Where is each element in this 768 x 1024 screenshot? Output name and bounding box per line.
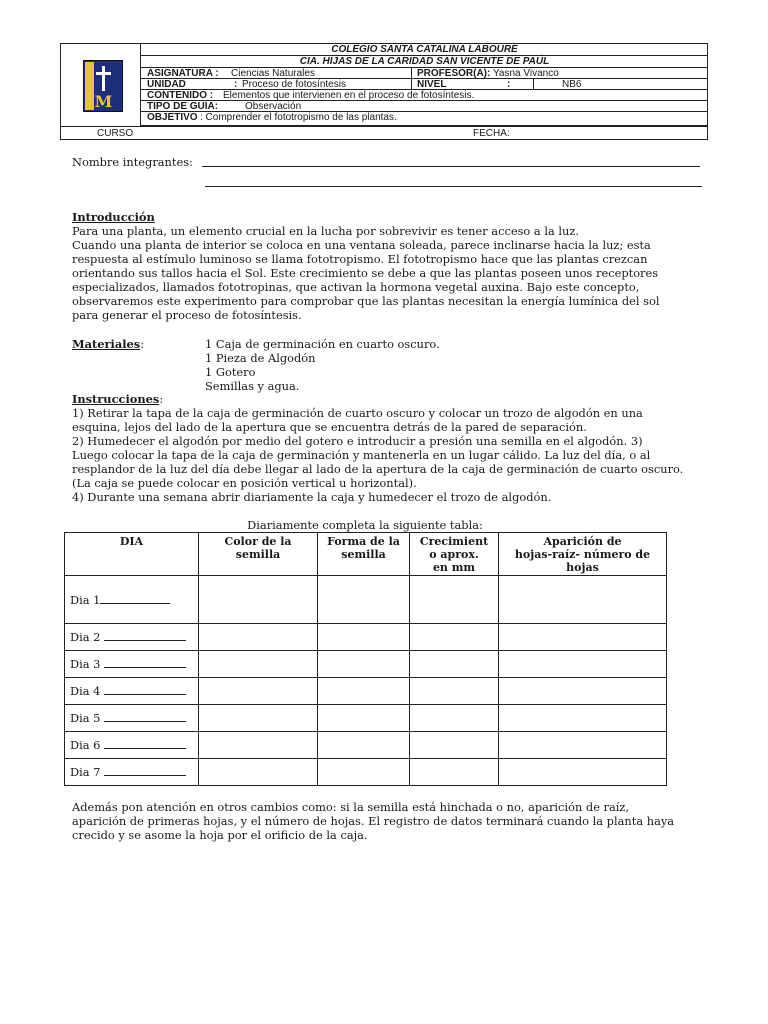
forma-cell[interactable] [318,678,410,705]
intro-paragraph [72,224,659,322]
asignatura-row [141,68,708,79]
instrucciones-line: (La caja se puede colocar en posición vertical u horizontal). [72,476,417,490]
day-blank[interactable] [104,765,186,776]
forma-cell[interactable] [318,651,410,678]
aparicion-cell[interactable] [499,651,667,678]
table-row [65,624,667,651]
school-name: COLEGIO SANTA CATALINA LABOURÉ [331,44,518,55]
instrucciones-line: 2) Humedecer el algodón por medio del gotero e introducir a presión una semilla en el algodón. 3) [72,434,643,448]
intro-line: Cuando una planta de interior se coloca en una ventana soleada, parece inclinarse hacia la luz; esta [72,238,651,252]
table-caption: Diariamente completa la siguiente tabla: [247,518,483,532]
school-line-1-row [141,44,708,56]
crecimiento-cell[interactable] [410,651,499,678]
color-cell[interactable] [199,705,318,732]
cross-logo-icon [84,61,122,111]
table-row [65,705,667,732]
day-blank[interactable] [104,738,186,749]
intro-line: observaremos este experimento para comprobar que las plantas necesitan la energía lumínica del sol [72,294,660,308]
color-cell[interactable] [199,651,318,678]
header-line: semilla [235,548,281,561]
unidad-value: Proceso de fotosíntesis [242,79,346,90]
curso-fecha-row [61,126,707,140]
forma-cell[interactable] [318,732,410,759]
objetivo-row [141,112,708,126]
day-cell [65,705,199,732]
contenido-label: CONTENIDO : [147,90,214,101]
forma-cell[interactable] [318,624,410,651]
day-cell [65,678,199,705]
day-label: Dia 3 [70,657,101,671]
table-row [65,732,667,759]
header-line: Forma de la [327,535,400,548]
day-label: Dia 6 [70,738,101,752]
header-line: Aparición de [543,535,622,548]
table-row [65,651,667,678]
tipo-guia-value: Observación [245,101,302,112]
aparicion-cell[interactable] [499,624,667,651]
instrucciones-heading: Instrucciones [72,392,160,406]
profesor-label: PROFESOR(A): [417,68,491,79]
instrucciones-heading-wrap [72,392,163,406]
materiales-item: 1 Caja de germinación en cuarto oscuro. [205,337,440,351]
contenido-row [141,90,708,101]
intro-line: especializados, llamados fototropinas, que activan la hormona vegetal auxina. Bajo este concepto, [72,280,640,294]
aparicion-cell[interactable] [499,576,667,624]
intro-line: orientando sus tallos hacia el Sol. Este crecimiento se debe a que las plantas poseen unos receptores [72,266,659,280]
tipo-guia-row [141,101,708,112]
day-blank[interactable] [104,657,186,668]
asignatura-value: Ciencias Naturales [231,68,315,79]
day-cell [65,732,199,759]
forma-cell[interactable] [318,576,410,624]
instrucciones-line: 4) Durante una semana abrir diariamente la caja y humedecer el trozo de algodón. [72,490,552,504]
materiales-item: 1 Pieza de Algodón [205,351,316,365]
crecimiento-cell[interactable] [410,705,499,732]
header-box [60,43,708,140]
contenido-value: Elementos que intervienen en el proceso de fotosíntesis. [223,90,475,101]
tipo-guia-label: TIPO DE GUÍA: [147,101,219,112]
observation-table [64,532,667,786]
crecimiento-cell[interactable] [410,678,499,705]
materiales-heading-wrap [72,337,144,351]
nivel-separator: : [507,79,511,90]
instrucciones-line: Luego colocar la tapa de la caja de germinación y mantenerla en un lugar cálido. La luz del día, o al [72,448,651,462]
instrucciones-paragraph [72,406,683,504]
materiales-item: 1 Gotero [205,365,256,379]
crecimiento-cell[interactable] [410,732,499,759]
day-blank[interactable] [104,711,186,722]
intro-line: respuesta al estímulo luminoso se llama fototropismo. El fototropismo hace que las plantas crezcan [72,252,648,266]
profesor-value: Yasna Vivanco [493,68,559,79]
day-label: Dia 4 [70,684,101,698]
day-label: Dia 7 [70,765,101,779]
closing-paragraph [72,800,674,842]
crecimiento-cell[interactable] [410,576,499,624]
header-line: hojas [566,561,599,574]
asignatura-label: ASIGNATURA : [147,68,219,79]
aparicion-cell[interactable] [499,705,667,732]
materiales-colon: : [140,337,145,351]
day-label: Dia 2 [70,630,101,644]
materiales-list [205,337,440,393]
aparicion-cell[interactable] [499,732,667,759]
day-blank[interactable] [104,684,186,695]
table-row [65,576,667,624]
day-blank[interactable] [104,630,186,641]
nivel-value: NB6 [562,79,582,90]
instrucciones-line: esquina, lejos del lado de la apertura que se encuentra detrás de la pared de separación. [72,420,587,434]
objetivo-label: OBJETIVO [147,112,198,123]
header-aparicion [499,533,667,576]
day-cell [65,759,199,786]
intro-heading: Introducción [72,210,155,224]
table-row [65,678,667,705]
color-cell[interactable] [199,732,318,759]
header-crecimiento [410,533,499,576]
table-header-row [65,533,667,576]
header-line: semilla [341,548,386,561]
color-cell[interactable] [199,624,318,651]
materiales-heading: Materiales [72,337,141,351]
header-color [199,533,318,576]
day-blank[interactable] [100,593,170,604]
curso-label: CURSO [97,128,134,139]
unidad-label: UNIDAD [147,79,186,90]
header-line: en mm [432,561,476,574]
fecha-label: FECHA: [473,128,510,139]
header-line: o aprox. [429,548,479,561]
intro-line: para generar el proceso de fotosíntesis. [72,308,302,322]
header-line: hojas-raíz- número de [514,548,651,561]
crecimiento-cell[interactable] [410,759,499,786]
forma-cell[interactable] [318,705,410,732]
school-line-2-row [141,56,708,68]
header-line: DIA [119,535,144,548]
color-cell[interactable] [199,576,318,624]
aparicion-cell[interactable] [499,678,667,705]
svg-text:M: M [94,92,113,111]
congregation-name: CIA. HIJAS DE LA CARIDAD SAN VICENTE DE PAÚL [299,56,550,67]
aparicion-cell[interactable] [499,759,667,786]
day-label: Dia 1 [70,592,101,607]
school-logo [83,60,123,112]
crecimiento-cell[interactable] [410,624,499,651]
instrucciones-line: 1) Retirar la tapa de la caja de germinación de cuarto oscuro y colocar un trozo de algodón en una [72,406,643,420]
nivel-label: NIVEL [417,79,447,90]
objetivo-value: : Comprender el fototropismo de las plantas. [200,112,397,123]
instrucciones-colon: : [159,392,164,406]
day-label: Dia 5 [70,711,101,725]
nombre-line-2[interactable] [205,186,702,187]
day-cell [65,576,199,624]
day-cell [65,651,199,678]
nombre-line-1[interactable] [202,166,700,167]
header-line: Color de la [224,535,292,548]
closing-line: aparición de primeras hojas, y el número de hojas. El registro de datos terminará cuando la planta haya [72,814,675,828]
forma-cell[interactable] [318,759,410,786]
intro-line: Para una planta, un elemento crucial en la lucha por sobrevivir es tener acceso a la luz. [72,224,579,238]
closing-line: crecido y se asome la hoja por el orificio de la caja. [72,828,368,842]
unidad-row [141,79,708,90]
logo-cell [61,44,141,126]
color-cell[interactable] [199,759,318,786]
closing-line: Además pon atención en otros cambios como: si la semilla está hinchada o no, aparición de raíz, [72,800,630,814]
header-dia [65,533,199,576]
instrucciones-line: resplandor de la luz del día debe llegar al lado de la apertura de la caja de germinación de cuarto oscuro. [72,462,684,476]
header-forma [318,533,410,576]
unidad-separator: : [234,79,238,90]
nombre-integrantes-label: Nombre integrantes: [72,155,193,169]
header-line: Crecimient [419,535,489,548]
color-cell[interactable] [199,678,318,705]
table-row [65,759,667,786]
materiales-item: Semillas y agua. [205,379,300,393]
day-cell [65,624,199,651]
